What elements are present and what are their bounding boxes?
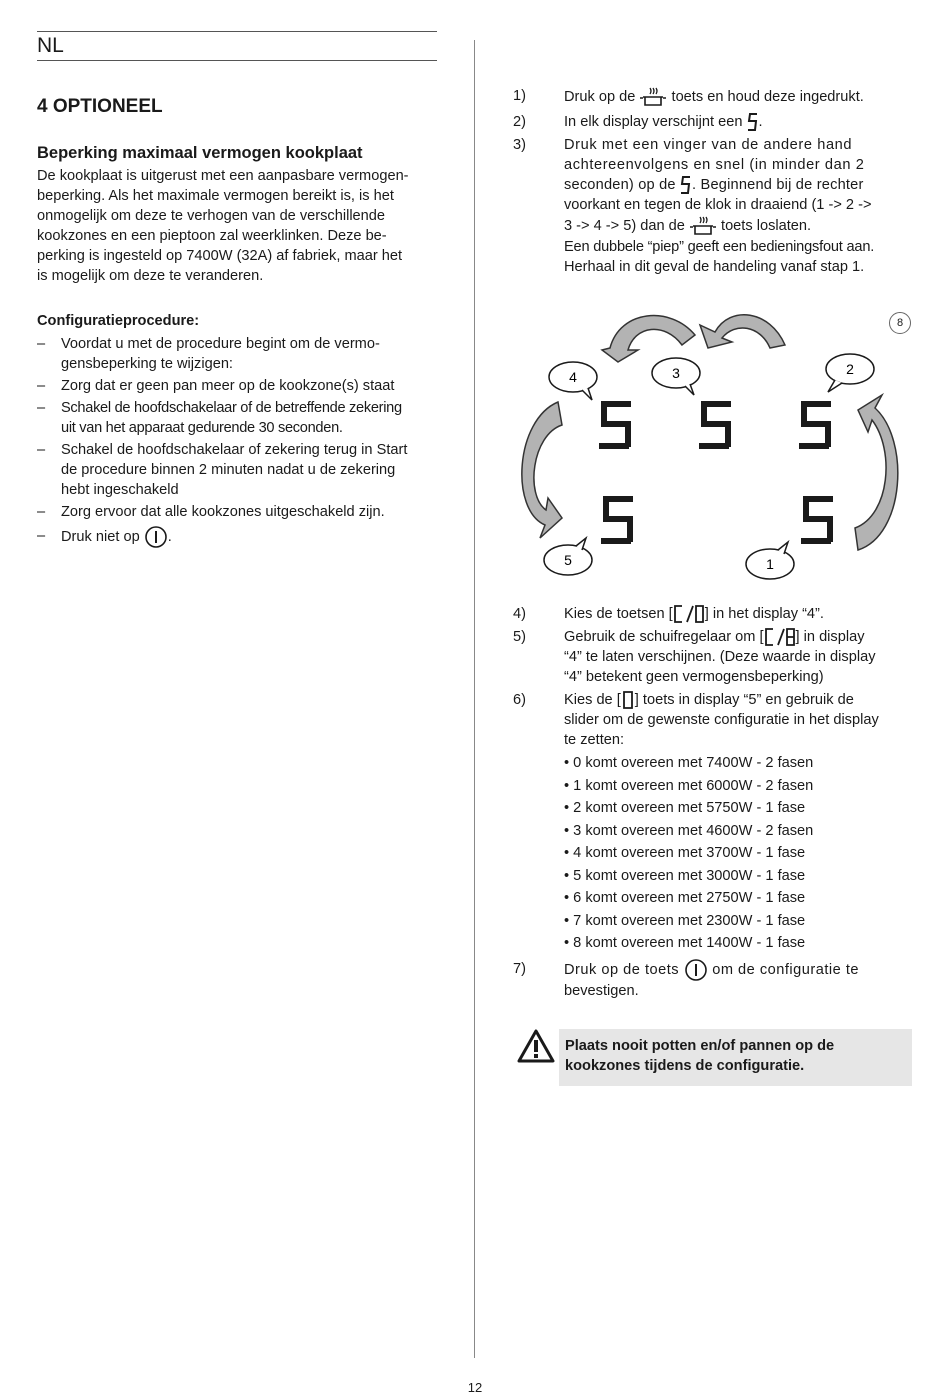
list-item: • 3 komt overeen met 4600W - 2 fasen xyxy=(564,822,814,839)
language-label: NL xyxy=(37,31,437,61)
callout-label-1: 1 xyxy=(766,556,774,572)
list-item: – Voordat u met de procedure begint om de vermo- gensbeperking te wijzigen: xyxy=(37,336,380,372)
list-item: • 1 komt overeen met 6000W - 2 fasen xyxy=(564,777,814,794)
list-item: • 2 komt overeen met 5750W - 1 fase xyxy=(564,800,806,817)
list-item: – Schakel de hoofdschakelaar of de betreffende zekering uit van het apparaat gedurende 30 seconden. xyxy=(37,400,402,436)
rotate-arrow-right xyxy=(700,315,785,348)
section-title: 4 OPTIONEEL xyxy=(37,96,163,117)
list-item: • 4 komt overeen met 3700W - 1 fase xyxy=(564,845,806,862)
step-5: 5) Gebruik de schuifregelaar om [ ] in display “4” te laten verschijnen. (Deze waarde in display “4” betekent geen vermogensbeperking) xyxy=(513,629,876,686)
list-item: • 5 komt overeen met 3000W - 1 fase xyxy=(564,867,806,884)
column-divider xyxy=(474,40,475,1358)
callout-label-5: 5 xyxy=(564,552,572,568)
steps-top xyxy=(513,86,912,280)
list-item: • 7 komt overeen met 2300W - 1 fase xyxy=(564,912,806,929)
page-number: 12 xyxy=(467,1380,483,1395)
list-item: • 6 komt overeen met 2750W - 1 fase xyxy=(564,890,806,907)
pan-heat-icon xyxy=(639,86,667,108)
pan-heat-icon xyxy=(689,215,717,237)
rotate-arrow-side-right xyxy=(855,395,898,550)
step-3: 3) Druk met een vinger van de andere hand achtereenvolgens en snel (in minder dan 2 seconden) op de . Beginnend bij de rechter voorkant en tegen de klok in draaiend (1 -> 2 -> 3 -> 4 -> 5) dan de toets loslaten. Een dubbele “piep” geeft een bedieningsfout aan. Herhaal in dit geval de handeling vanaf stap 1. xyxy=(513,137,875,276)
config-list xyxy=(564,752,912,955)
seven-seg-c0-icon xyxy=(673,604,705,624)
warning-box xyxy=(513,1026,912,1086)
step-1: 1) Druk op de toets en houd deze ingedrukt. xyxy=(513,86,912,108)
step-7: 7) Druk op de toets om de configuratie te bevestigen. xyxy=(513,960,860,999)
step-4: 4) Kies de toetsen [ ] in het display “4”. xyxy=(513,604,912,624)
step-2: 2) In elk display verschijnt een . xyxy=(513,112,912,132)
list-item: • 8 komt overeen met 1400W - 1 fase xyxy=(564,935,806,952)
callout-label-2: 2 xyxy=(846,361,854,377)
list-item: – Zorg ervoor dat alle kookzones uitgeschakeld zijn. xyxy=(37,504,385,520)
power-icon xyxy=(144,526,168,548)
step-6: 6) Kies de [ ] toets in display “5” en gebruik de slider om de gewenste configuratie in het display te zetten: • 0 komt overeen met 7400W - 2 fasen • 1 komt overeen met 6000W - 2 fasen • 2 komt overeen met 5750W - 1 fase • 3 komt overeen met 4600W - 2 fasen • 4 komt overeen met 3700W - 1 fase • 5 komt overeen met 3000W - 1 fase • 6 komt overeen met 2750W - 1 fase • 7 komt overeen met 2300W - 1 fase • 8 komt overeen met 1400W - 1 fase xyxy=(513,690,912,955)
callout-label-4: 4 xyxy=(569,369,577,385)
rotate-arrow-side-left xyxy=(522,402,562,538)
steps-bottom xyxy=(513,604,912,1004)
warning-text: Plaats nooit potten en/of pannen op de kookzones tijdens de configuratie. xyxy=(559,1029,912,1086)
warning-icon xyxy=(517,1028,555,1064)
seven-seg-0-icon xyxy=(621,690,635,710)
list-item: – Druk niet op . xyxy=(37,526,437,548)
seven-seg-s-icon xyxy=(747,112,759,132)
section-subtitle: Beperking maximaal vermogen kookplaat xyxy=(37,144,363,162)
figure-number: 8 xyxy=(889,312,911,334)
rotate-arrow-left xyxy=(602,316,695,362)
seven-seg-s-icon xyxy=(680,175,692,195)
list-item: • 0 komt overeen met 7400W - 2 fasen xyxy=(564,755,814,772)
control-panel-diagram xyxy=(510,300,920,590)
config-heading: Configuratieprocedure: xyxy=(37,313,200,329)
list-item: – Zorg dat er geen pan meer op de kookzone(s) staat xyxy=(37,378,395,394)
list-item: – Schakel de hoofdschakelaar of zekering terug in Start de procedure binnen 2 minuten nadat u de zekering hebt ingeschakeld xyxy=(37,442,408,498)
callout-label-3: 3 xyxy=(672,365,680,381)
procedure-list xyxy=(37,334,437,550)
seven-seg-c8-icon xyxy=(764,627,796,647)
intro-paragraph: De kookplaat is uitgerust met een aanpasbare vermogen- beperking. Als het maximale vermogen bereikt is, is het onmogelijk om deze te verhogen van de verschillende kookzones en een pieptoon zal weerklinken. Deze be- perking is ingesteld op 7400W (32A) af fabriek, maar het is mogelijk om deze te veranderen. xyxy=(37,168,409,284)
power-icon xyxy=(684,959,708,981)
